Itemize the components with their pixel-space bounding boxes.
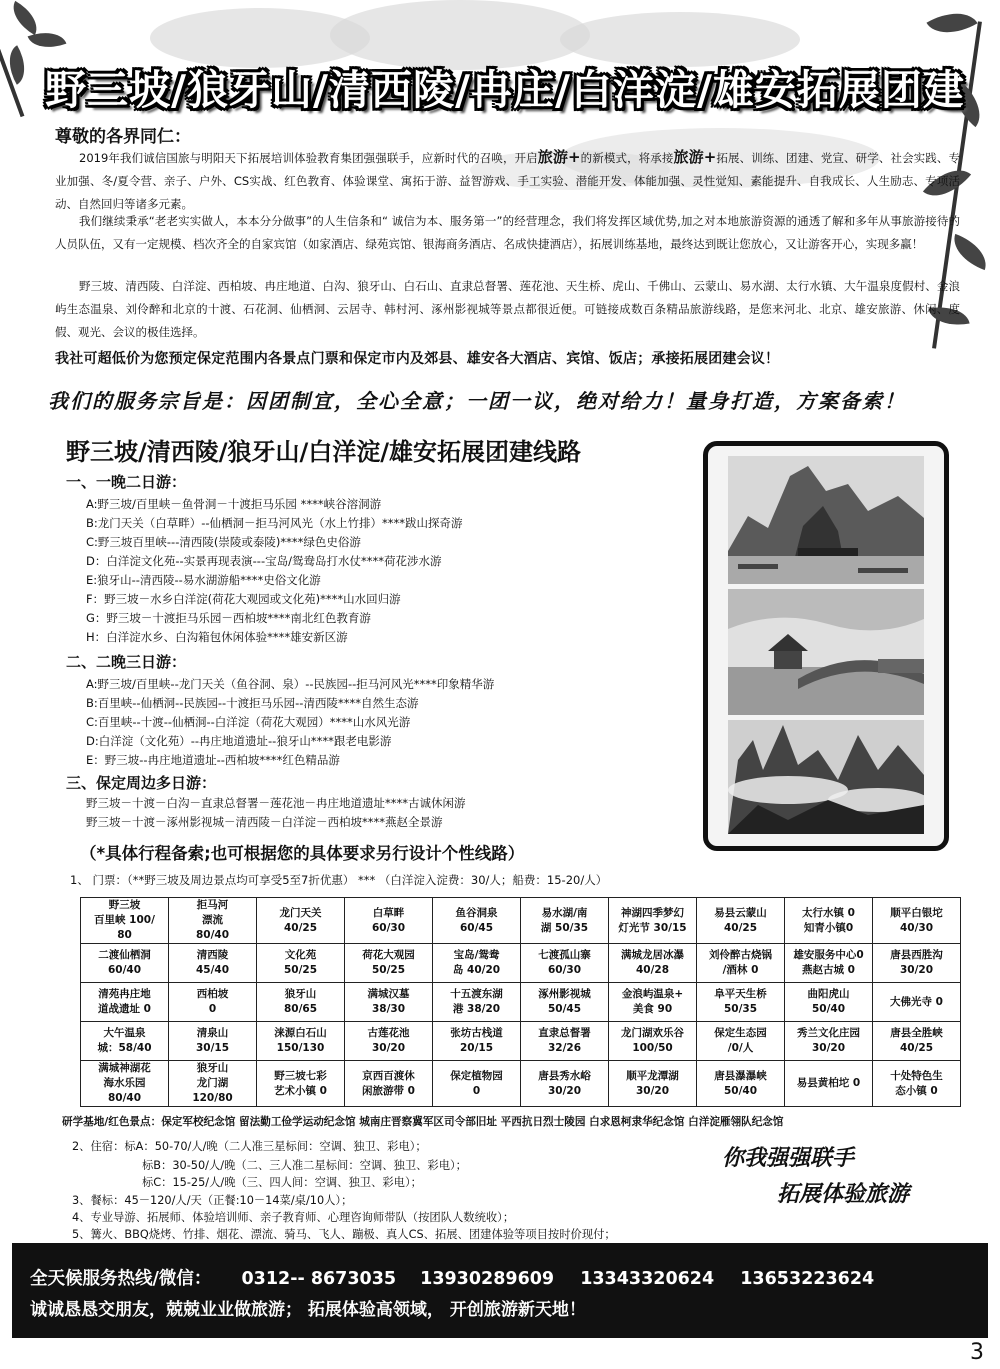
table-cell: 拒马河 漂流 80/40 xyxy=(169,898,257,944)
table-cell: 满城神湖花 海水乐园 80/40 xyxy=(81,1061,169,1107)
page-number: 3 xyxy=(970,1340,984,1365)
hotel-standard-c: 标C：15-25/人/晚（三、四人间：空调、独卫、彩电）； xyxy=(142,1176,422,1189)
mountain-lake-photo xyxy=(728,456,924,584)
table-cell: 唐县全胜峡 40/25 xyxy=(873,1022,961,1061)
table-cell: 龙门湖欢乐谷 100/50 xyxy=(609,1022,697,1061)
route-item: 野三坡－十渡－涿州影视城－清西陵－白洋淀－西柏坡****燕赵全景游 xyxy=(86,815,443,829)
intro-text: 2019年我们诚信国旅与明阳天下拓展培训体验教育集团强强联手，应新时代的召唤，开启 xyxy=(79,151,538,165)
intro-text: 的新模式，将承接 xyxy=(580,151,674,165)
table-cell: 荷花大观园 50/25 xyxy=(345,944,433,983)
route-item: C:百里峡--十渡--仙栖洞--白洋淀（荷花大观园）****山水风光游 xyxy=(86,715,411,729)
table-cell: 张坊古栈道 20/15 xyxy=(433,1022,521,1061)
hotline-label: 全天候服务热线/微信： xyxy=(30,1269,212,1289)
route-item: D:白洋淀（文化苑）--冉庄地道遗址--狼牙山****跟老电影游 xyxy=(86,734,392,748)
study-bases: 研学基地/红色景点：保定军校纪念馆 留法勤工俭学运动纪念馆 城南庄晋察冀军区司令部旧址 平西抗日烈士陵园 白求恩柯隶华纪念馆 白洋淀雁翎队纪念馆 xyxy=(62,1116,784,1128)
route-item: 野三坡－十渡－白沟－直隶总督署－莲花池－冉庄地道遗址****古诚休闲游 xyxy=(86,796,466,810)
route-item: D：白洋淀文化苑--实景再现表演---宝岛/鸳鸯岛打水仗****荷花涉水游 xyxy=(86,554,442,568)
table-cell: 唐县瀑瀑峡 50/40 xyxy=(697,1061,785,1107)
table-cell: 满城龙居冰瀑 40/28 xyxy=(609,944,697,983)
phone-2[interactable]: 13930289609 xyxy=(420,1269,555,1289)
table-cell: 易水湖/南 湖 50/35 xyxy=(521,898,609,944)
table-cell: 京西百渡休 闲旅游带 0 xyxy=(345,1061,433,1107)
table-cell: 清泉山 30/15 xyxy=(169,1022,257,1061)
route-item: A:野三坡/百里峡－鱼骨洞－十渡拒马乐园 ****峡谷溶洞游 xyxy=(86,497,382,511)
table-row xyxy=(81,944,961,983)
route-item: A:野三坡/百里峡--龙门天关（鱼谷洞、泉）--民族园--拒马河风光****印象精华游 xyxy=(86,677,495,691)
table-cell: 西柏坡 0 xyxy=(169,983,257,1022)
ticket-note: 1、 门票：（**野三坡及周边景点均可享受5至7折优惠） *** （白洋淀入淀费：30/人；船费：15-20/人） xyxy=(70,873,608,887)
footer-motto: 诚诚恳恳交朋友，兢兢业业做旅游； 拓展体验高领域， 开创旅游新天地！ xyxy=(30,1300,586,1320)
table-cell: 大午温泉 城：58/40 xyxy=(81,1022,169,1061)
table-cell: 阜平天生桥 50/35 xyxy=(697,983,785,1022)
hotline-row xyxy=(30,1265,874,1290)
cloud-peaks-photo xyxy=(728,720,924,834)
table-cell: 清苑冉庄地 道战遗址 0 xyxy=(81,983,169,1022)
booking-offer: 我社可超低价为您预定保定范围内各景点门票和保定市内及郊县、雄安各大酒店、宾馆、饭店；承接拓展团建会议！ xyxy=(55,351,780,367)
section-heading: 一、一晚二日游： xyxy=(66,473,187,491)
table-cell: 易县云蒙山 40/25 xyxy=(697,898,785,944)
table-cell: 金浪屿温泉+ 美食 90 xyxy=(609,983,697,1022)
route-item: F：野三坡－水乡白洋淀(荷花大观园或文化苑)****山水回归游 xyxy=(86,592,401,606)
intro-paragraph-3: 野三坡、清西陵、白洋淀、西柏坡、冉庄地道、白沟、狼牙山、白石山、直隶总督署、莲花池、天生桥、虎山、千佛山、云蒙山、易水湖、太行水镇、大午温泉度假村、金浪屿生态温泉、刘伶醉和北京的十渡、石花洞、仙栖洞、云居寺、韩村河、涿州影视城等景点都很近便。可链接成数百条精品旅游线路，是您来河北、北京、雄安旅游、休闲、度假、观光、会议的极佳选择。 xyxy=(55,279,960,339)
page-banner xyxy=(30,40,980,132)
highlight-tourism-plus: 旅游+ xyxy=(673,148,717,166)
route-item: E：野三坡--冉庄地道遗址--西柏坡****红色精品游 xyxy=(86,753,340,767)
table-cell: 七渡孤山寨 60/30 xyxy=(521,944,609,983)
temple-bridge-photo xyxy=(728,589,924,715)
table-cell: 顺平白银坨 40/30 xyxy=(873,898,961,944)
table-cell: 文化苑 50/25 xyxy=(257,944,345,983)
highlight-tourism-plus: 旅游+ xyxy=(537,148,581,166)
route-item: B:百里峡--仙栖洞--民族园--十渡拒马乐园--清西陵****自然生态游 xyxy=(86,696,419,710)
photo-frame xyxy=(703,441,949,851)
extra-activities: 5、篝火、BBQ烧烤、竹排、烟花、漂流、骑马、飞人、蹦极、真人CS、拓展、团建体验等项目按时价现付； xyxy=(72,1228,616,1241)
table-row xyxy=(81,983,961,1022)
phone-1[interactable]: 0312-- 8673035 xyxy=(241,1269,397,1289)
service-motto: 我们的服务宗旨是：因团制宜，全心全意；一团一议，绝对给力！量身打造，方案备索！ xyxy=(48,389,906,413)
custom-route-note: （*具体行程备索;也可根据您的具体要求另行设计个性线路） xyxy=(80,844,525,863)
intro-text: 拓展、训练、团建、党宣、研学、社会实践、专业加强、冬/夏令营、亲子、户外、CS实战、红色教育、体验课堂、寓拓于游、益智游戏、手工实验、潜能开发、体能加强、灵性觉知、素能提升、自我成长、人生励志、专项活动、自然回归等诸多元素。 xyxy=(55,151,960,211)
table-cell: 二渡仙栖洞 60/40 xyxy=(81,944,169,983)
table-cell: 宝岛/鸳鸯 岛 40/20 xyxy=(433,944,521,983)
table-cell: 满城汉墓 38/30 xyxy=(345,983,433,1022)
footer-band xyxy=(12,1243,988,1338)
ticket-price-table xyxy=(80,897,961,1107)
table-row xyxy=(81,1022,961,1061)
hotel-standard-a: 2、住宿：标A：50-70/人/晚（二人准三星标间：空调、独卫、彩电）； xyxy=(72,1140,427,1153)
table-cell: 太行水镇 0 知青小镇0 xyxy=(785,898,873,944)
intro-paragraph-2: 我们继续秉承“老老实实做人，本本分分做事”的人生信条和“ 诚信为本、服务第一”的经营理念，我们将发挥区域优势,加之对本地旅游资源的通透了解和多年从事旅游接待的人员队伍，又有一定规模、档次齐全的自家宾馆（如家酒店、绿苑宾馆、银海商务酒店、名成快捷酒店），拓展训练基地，最终达到既让您放心，又让游客开心，实现多赢！ xyxy=(55,214,960,251)
route-item: C:野三坡百里峡---清西陵(崇陵或泰陵)****绿色史俗游 xyxy=(86,535,361,549)
meal-standard: 3、餐标：45－120/人/天（正餐:10－14菜/桌/10人）； xyxy=(72,1194,353,1207)
table-cell: 清西陵 45/40 xyxy=(169,944,257,983)
route-item: G：野三坡－十渡拒马乐园－西柏坡****南北红色教育游 xyxy=(86,611,371,625)
table-cell: 白草畔 60/30 xyxy=(345,898,433,944)
table-cell: 狼牙山 龙门湖 120/80 xyxy=(169,1061,257,1107)
table-cell: 唐县秀水峪 30/20 xyxy=(521,1061,609,1107)
table-cell: 刘伶醉古烧锅 /酒林 0 xyxy=(697,944,785,983)
table-cell: 保定植物园 0 xyxy=(433,1061,521,1107)
table-cell: 保定生态园 /0/人 xyxy=(697,1022,785,1061)
section-heading: 三、保定周边多日游： xyxy=(66,774,217,792)
table-cell: 唐县西胜沟 30/20 xyxy=(873,944,961,983)
slogan-line-1: 你我强强联手 xyxy=(722,1145,855,1171)
table-cell: 龙门天关 40/25 xyxy=(257,898,345,944)
table-cell: 直隶总督署 32/26 xyxy=(521,1022,609,1061)
routes-title: 野三坡/清西陵/狼牙山/白洋淀/雄安拓展团建线路 xyxy=(66,438,582,466)
table-cell: 十五渡东湖 港 38/20 xyxy=(433,983,521,1022)
banner-title: 野三坡/狼牙山/清西陵/冉庄/白洋淀/雄安拓展团建 xyxy=(45,65,965,114)
slogan-line-2: 拓展体验旅游 xyxy=(777,1181,910,1207)
table-cell: 易县黄柏坨 0 xyxy=(785,1061,873,1107)
table-cell: 野三坡 百里峡 100/ 80 xyxy=(81,898,169,944)
table-cell: 涞源白石山 150/130 xyxy=(257,1022,345,1061)
table-cell: 涿州影视城 50/45 xyxy=(521,983,609,1022)
phone-3[interactable]: 13343320624 xyxy=(580,1269,715,1289)
table-row xyxy=(81,1061,961,1107)
table-cell: 狼牙山 80/65 xyxy=(257,983,345,1022)
greeting: 尊敬的各界同仁： xyxy=(55,127,191,147)
route-item: E:狼牙山--清西陵--易水湖游船****史俗文化游 xyxy=(86,573,321,587)
handwritten-slogan xyxy=(722,1140,982,1212)
guide-info: 4、专业导游、拓展师、体验培训师、亲子教育师、心理咨询师带队（按团队人数统收）； xyxy=(72,1211,515,1224)
table-cell: 鱼谷洞泉 60/45 xyxy=(433,898,521,944)
table-cell: 野三坡七彩 艺术小镇 0 xyxy=(257,1061,345,1107)
table-cell: 曲阳虎山 50/40 xyxy=(785,983,873,1022)
section-heading: 二、二晚三日游： xyxy=(66,653,187,671)
table-cell: 十处特色生 态小镇 0 xyxy=(873,1061,961,1107)
table-cell: 神湖四季梦幻 灯光节 30/15 xyxy=(609,898,697,944)
table-cell: 秀兰文化庄园 30/20 xyxy=(785,1022,873,1061)
table-cell: 古莲花池 30/20 xyxy=(345,1022,433,1061)
intro-paragraph-1 xyxy=(55,146,960,216)
table-row xyxy=(81,898,961,944)
hotel-standard-b: 标B：30-50/人/晚（二、三人准二星标间：空调、独卫、彩电）； xyxy=(142,1159,467,1172)
phone-4[interactable]: 13653223624 xyxy=(740,1269,875,1289)
table-cell: 雄安服务中心0 燕赵古城 0 xyxy=(785,944,873,983)
table-cell: 大佛光寺 0 xyxy=(873,983,961,1022)
route-item: B:龙门天关（白草畔）--仙栖洞－拒马河风光（水上竹排）****跋山探奇游 xyxy=(86,516,463,530)
route-item: H：白洋淀水乡、白沟箱包休闲体验****雄安新区游 xyxy=(86,630,348,644)
table-cell: 顺平龙潭湖 30/20 xyxy=(609,1061,697,1107)
